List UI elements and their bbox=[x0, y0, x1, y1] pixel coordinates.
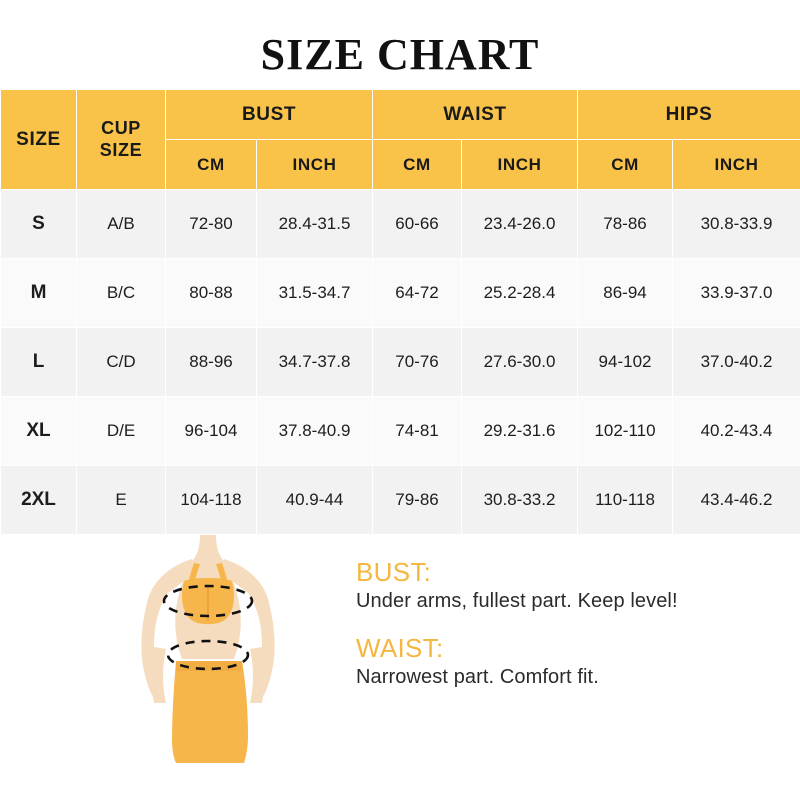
cell-waist-inch: 30.8-33.2 bbox=[462, 466, 578, 535]
cell-size: M bbox=[1, 259, 77, 328]
page-title: SIZE CHART bbox=[260, 30, 540, 79]
header-waist-inch: INCH bbox=[462, 140, 578, 190]
cell-hips-inch: 43.4-46.2 bbox=[673, 466, 800, 535]
cell-bust-cm: 104-118 bbox=[166, 466, 257, 535]
cell-size: 2XL bbox=[1, 466, 77, 535]
table-row bbox=[1, 259, 800, 328]
cell-waist-inch: 29.2-31.6 bbox=[462, 397, 578, 466]
measurement-notes bbox=[356, 557, 786, 709]
cell-hips-inch: 30.8-33.9 bbox=[673, 190, 800, 259]
cell-size: XL bbox=[1, 397, 77, 466]
note-heading-bust: BUST: bbox=[356, 557, 432, 587]
cell-waist-cm: 70-76 bbox=[373, 328, 462, 397]
cell-hips-cm: 102-110 bbox=[578, 397, 673, 466]
header-waist-cm: CM bbox=[373, 140, 462, 190]
cell-cup: B/C bbox=[77, 259, 166, 328]
cell-waist-cm: 64-72 bbox=[373, 259, 462, 328]
table-head bbox=[1, 90, 800, 190]
size-chart-table-wrapper bbox=[0, 89, 800, 535]
header-waist: WAIST bbox=[373, 90, 578, 140]
cell-hips-inch: 40.2-43.4 bbox=[673, 397, 800, 466]
cell-waist-cm: 74-81 bbox=[373, 397, 462, 466]
cell-hips-cm: 94-102 bbox=[578, 328, 673, 397]
woman-measuring-figure-icon bbox=[88, 535, 328, 763]
header-hips-cm: CM bbox=[578, 140, 673, 190]
cell-cup: D/E bbox=[77, 397, 166, 466]
cell-waist-cm: 60-66 bbox=[373, 190, 462, 259]
cell-bust-cm: 88-96 bbox=[166, 328, 257, 397]
header-hips: HIPS bbox=[578, 90, 800, 140]
cell-hips-cm: 110-118 bbox=[578, 466, 673, 535]
cell-bust-cm: 72-80 bbox=[166, 190, 257, 259]
measurement-guide-section bbox=[0, 535, 800, 763]
header-cup-size: CUP SIZE bbox=[77, 90, 166, 190]
header-bust: BUST bbox=[166, 90, 373, 140]
cell-bust-cm: 96-104 bbox=[166, 397, 257, 466]
table-row bbox=[1, 328, 800, 397]
table-row bbox=[1, 397, 800, 466]
cell-waist-inch: 25.2-28.4 bbox=[462, 259, 578, 328]
cell-bust-inch: 37.8-40.9 bbox=[257, 397, 373, 466]
table-body bbox=[1, 190, 800, 535]
note-heading-waist: WAIST: bbox=[356, 633, 444, 663]
cell-waist-inch: 27.6-30.0 bbox=[462, 328, 578, 397]
cell-hips-cm: 86-94 bbox=[578, 259, 673, 328]
header-size: SIZE bbox=[1, 90, 77, 190]
cell-waist-inch: 23.4-26.0 bbox=[462, 190, 578, 259]
cell-hips-inch: 33.9-37.0 bbox=[673, 259, 800, 328]
cell-hips-cm: 78-86 bbox=[578, 190, 673, 259]
cell-bust-inch: 40.9-44 bbox=[257, 466, 373, 535]
group-header-row bbox=[1, 90, 800, 140]
note-text-bust: Under arms, fullest part. Keep level! bbox=[356, 590, 678, 612]
size-chart-table bbox=[0, 89, 800, 535]
table-row bbox=[1, 466, 800, 535]
table-row bbox=[1, 190, 800, 259]
cell-bust-inch: 28.4-31.5 bbox=[257, 190, 373, 259]
cell-size: S bbox=[1, 190, 77, 259]
header-bust-cm: CM bbox=[166, 140, 257, 190]
cell-cup: E bbox=[77, 466, 166, 535]
cell-bust-cm: 80-88 bbox=[166, 259, 257, 328]
note-text-waist: Narrowest part. Comfort fit. bbox=[356, 666, 599, 688]
header-hips-inch: INCH bbox=[673, 140, 800, 190]
cell-hips-inch: 37.0-40.2 bbox=[673, 328, 800, 397]
cell-waist-cm: 79-86 bbox=[373, 466, 462, 535]
cell-cup: C/D bbox=[77, 328, 166, 397]
cell-cup: A/B bbox=[77, 190, 166, 259]
cell-bust-inch: 31.5-34.7 bbox=[257, 259, 373, 328]
header-bust-inch: INCH bbox=[257, 140, 373, 190]
cell-bust-inch: 34.7-37.8 bbox=[257, 328, 373, 397]
cell-size: L bbox=[1, 328, 77, 397]
